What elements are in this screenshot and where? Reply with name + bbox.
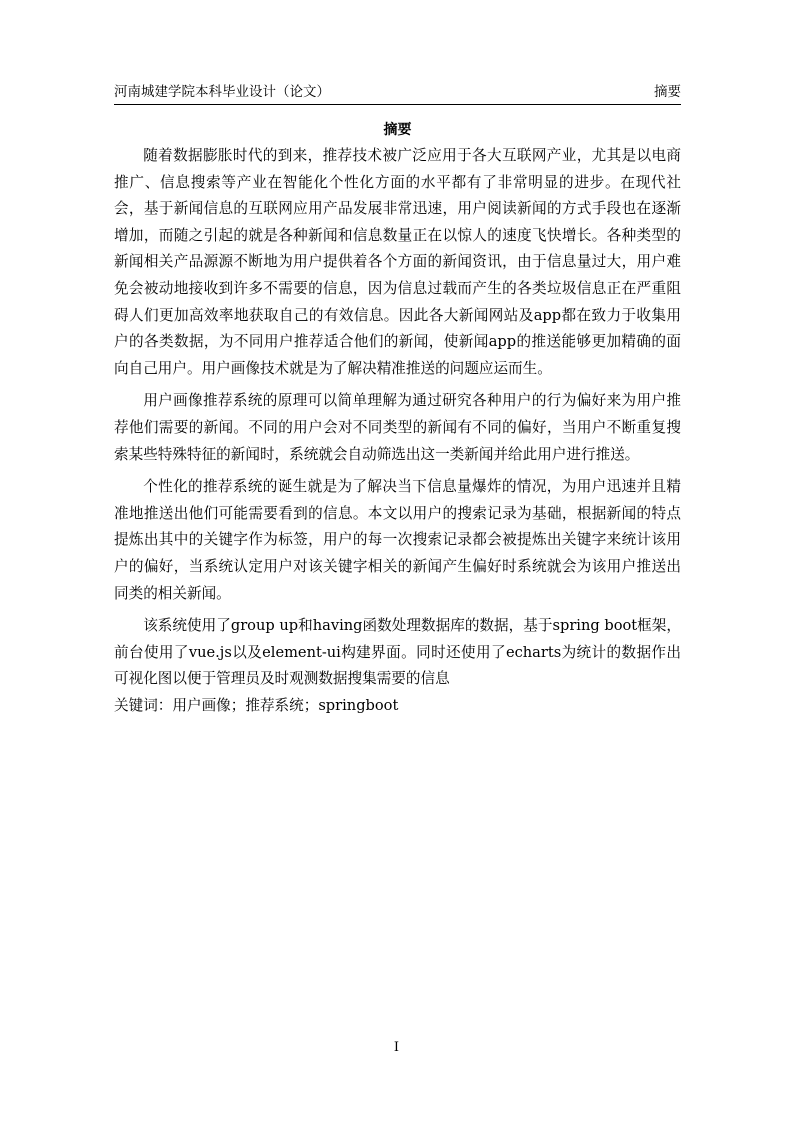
header-thesis-title: 河南城建学院本科毕业设计（论文） [114,84,330,100]
abstract-body [114,117,681,719]
keywords-line: 关键词：用户画像；推荐系统；springboot [114,696,399,714]
running-header [114,80,681,105]
abstract-paragraph-4: 该系统使用了group up和having函数处理数据库的数据，基于spring boot框架，前台使用了vue.js以及element-ui构建界面。同时还使用了echarts为统计的数据作出可视化图以便于管理员及时观测数据搜集需要的信息 [114,617,681,688]
abstract-title: 摘要 [383,122,412,138]
abstract-paragraph-1: 随着数据膨胀时代的到来，推荐技术被广泛应用于各大互联网产业，尤其是以电商推广、信息搜索等产业在智能化个性化方面的水平都有了非常明显的进步。在现代社会，基于新闻信息的互联网应用产品发展非常迅速，用户阅读新闻的方式手段也在逐渐增加，而随之引起的就是各种新闻和信息数量正在以惊人的速度飞快增长。各种类型的新闻相关产品源源不断地为用户提供着各个方面的新闻资讯，由于信息量过大，用户难免会被动地接收到许多不需要的信息，因为信息过载而产生的各类垃圾信息正在严重阻碍人们更加高效率地获取自己的有效信息。因此各大新闻网站及app都在致力于收集用户的各类数据，为不同用户推荐适合他们的新闻，使新闻app的推送能够更加精确的面向自己用户。用户画像技术就是为了解决精准推送的问题应运而生。 [114,147,681,377]
header-section-title: 摘要 [654,84,681,100]
abstract-paragraph-2: 用户画像推荐系统的原理可以简单理解为通过研究各种用户的行为偏好来为用户推荐他们需要的新闻。不同的用户会对不同类型的新闻有不同的偏好，当用户不断重复搜索某些特殊特征的新闻时，系统就会自动筛选出这一类新闻并给此用户进行推送。 [114,392,681,463]
page-number: I [393,1040,400,1055]
abstract-paragraph-3: 个性化的推荐系统的诞生就是为了解决当下信息量爆炸的情况，为用户迅速并且精准地推送出他们可能需要看到的信息。本文以用户的搜索记录为基础，根据新闻的特点提炼出其中的关键字作为标签，用户的每一次搜索记录都会被提炼出关键字来统计该用户的偏好，当系统认定用户对该关键字相关的新闻产生偏好时系统就会为该用户推送出同类的相关新闻。 [114,478,681,602]
